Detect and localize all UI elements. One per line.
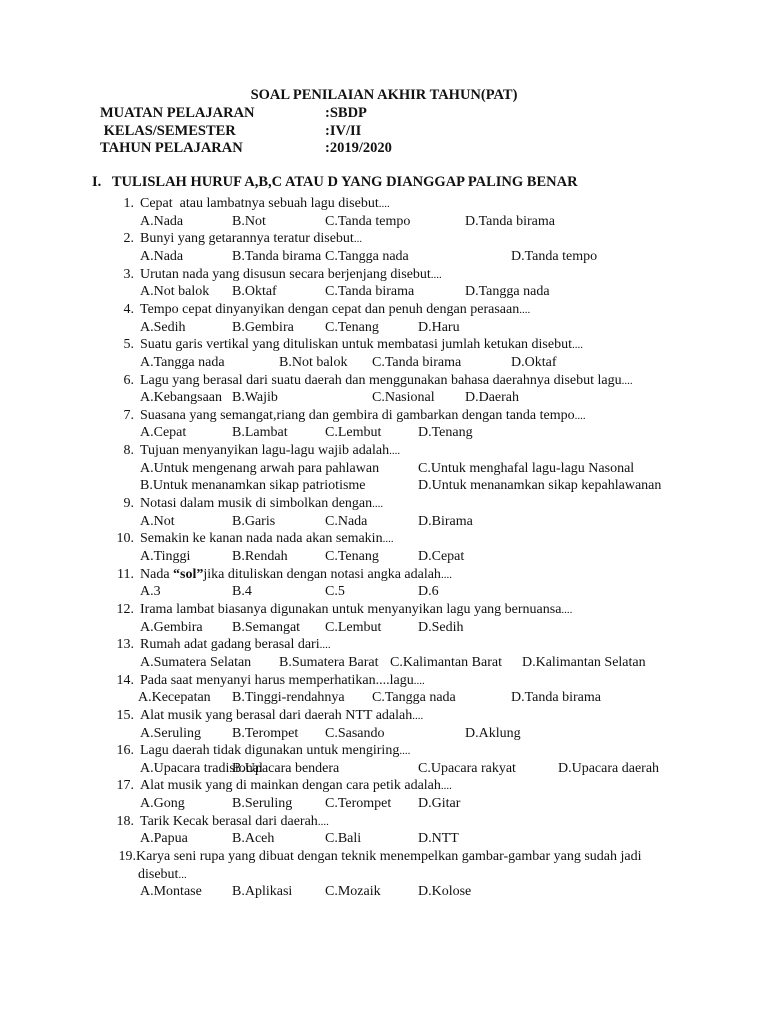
answer-option: B.Not bbox=[232, 213, 266, 229]
answer-option: D.6 bbox=[418, 584, 439, 600]
answer-option: B.Terompet bbox=[232, 725, 299, 741]
question-number: 14. bbox=[116, 672, 134, 688]
answer-option: D.Cepat bbox=[418, 549, 465, 564]
answer-option: D.Daerah bbox=[465, 390, 520, 406]
answer-option: D.Untuk menanamkan sikap kepahlawanan bbox=[418, 478, 662, 494]
question-text bbox=[140, 407, 586, 425]
question-text bbox=[140, 442, 400, 460]
meta-value: :SBDP bbox=[325, 105, 367, 121]
answer-option: D.Tenang bbox=[418, 425, 473, 441]
question-dots: .... bbox=[413, 674, 425, 687]
meta-value: :IV/II bbox=[325, 123, 362, 139]
answer-option: B.Garis bbox=[232, 513, 276, 529]
question-number: 6. bbox=[123, 372, 134, 388]
answer-option: C.Tanda tempo bbox=[325, 213, 411, 229]
question-text-main: Tujuan menyanyikan lagu-lagu wajib adalah bbox=[140, 443, 390, 459]
question-text bbox=[140, 672, 425, 690]
question-text bbox=[140, 777, 452, 795]
question-dots: .... bbox=[399, 745, 411, 758]
answer-option: D.Tanda birama bbox=[465, 213, 555, 229]
question-number: 12. bbox=[116, 601, 134, 617]
meta-row-class bbox=[100, 123, 600, 141]
page-title: SOAL PENILAIAN AKHIR TAHUN(PAT) bbox=[250, 87, 518, 103]
question-number: 5. bbox=[123, 337, 134, 353]
question-dots: .... bbox=[412, 709, 424, 722]
answer-option: D.Tangga nada bbox=[465, 284, 550, 300]
question-dots: .... bbox=[372, 498, 384, 511]
answer-option: C.Bali bbox=[325, 831, 362, 847]
question-dots: .... bbox=[319, 639, 331, 652]
question-text bbox=[140, 230, 362, 248]
answer-option: B.Rendah bbox=[232, 549, 288, 564]
meta-key: KELAS/SEMESTER bbox=[100, 123, 236, 139]
question-dots: .... bbox=[317, 815, 329, 828]
answer-option: A.Sumatera Selatan bbox=[140, 654, 252, 670]
meta-row-subject bbox=[100, 105, 600, 123]
question-number: 13. bbox=[116, 637, 134, 653]
answer-option: B.4 bbox=[232, 584, 252, 600]
meta-key: MUATAN PELAJARAN bbox=[100, 105, 255, 121]
answer-option: D.Upacara daerah bbox=[558, 760, 660, 776]
answer-option: C.Tenang bbox=[325, 549, 379, 564]
question-text bbox=[140, 195, 390, 213]
question-number: 10. bbox=[116, 531, 134, 547]
answer-option: A.Not bbox=[140, 513, 175, 529]
answer-option: C.Upacara rakyat bbox=[418, 760, 516, 776]
answer-option: D.Gitar bbox=[418, 796, 461, 812]
answer-option: A.Gong bbox=[140, 796, 185, 812]
answer-option: A.Montase bbox=[140, 884, 202, 900]
question-number: 4. bbox=[123, 301, 134, 317]
answer-option: B.Semangat bbox=[232, 619, 301, 635]
answer-option: B.Oktaf bbox=[232, 284, 277, 300]
answer-option: C.Nasional bbox=[372, 390, 435, 406]
answer-option: B.Lambat bbox=[232, 425, 288, 441]
answer-option: D.Haru bbox=[418, 319, 460, 335]
answer-option: A.Upacara tradisional bbox=[140, 760, 263, 776]
question-dots: .... bbox=[430, 268, 442, 281]
question-text bbox=[140, 336, 583, 354]
question-dots: .... bbox=[440, 780, 452, 793]
answer-option: B.Upacara bendera bbox=[232, 760, 340, 776]
question-text bbox=[140, 636, 331, 654]
answer-option: C.Lembut bbox=[325, 425, 382, 441]
meta-row-year bbox=[100, 140, 600, 158]
answer-option: C.Kalimantan Barat bbox=[390, 654, 502, 670]
answer-option: A.Untuk mengenang arwah para pahlawan bbox=[140, 460, 380, 476]
question-number: 3. bbox=[123, 266, 134, 282]
question-text bbox=[140, 742, 410, 760]
question-number: 11. bbox=[117, 566, 134, 582]
question-dots: ... bbox=[353, 233, 363, 246]
question-text bbox=[140, 566, 452, 584]
answer-option: A.Sedih bbox=[140, 319, 186, 335]
question-text-main: Karya seni rupa yang dibuat dengan teknik menempelkan gambar-gambar yang sudah jadi bbox=[136, 849, 642, 865]
answer-option: B.Gembira bbox=[232, 319, 294, 335]
question-dots: .... bbox=[519, 303, 531, 316]
question-text-main: Irama lambat biasanya digunakan untuk menyanyikan lagu yang bernuansa bbox=[140, 601, 562, 617]
question-dots: .... bbox=[571, 339, 583, 352]
answer-option: D.Kalimantan Selatan bbox=[522, 654, 646, 670]
question-text-main: jika dituliskan dengan notasi angka adalah bbox=[203, 566, 441, 582]
answer-option: B.Sumatera Barat bbox=[279, 654, 379, 670]
answer-option: C.Tanda birama bbox=[372, 354, 462, 370]
question-text-main: Semakin ke kanan nada nada akan semakin bbox=[140, 531, 383, 547]
question-text bbox=[140, 495, 383, 513]
question-number: 9. bbox=[123, 496, 134, 512]
question-text bbox=[140, 707, 423, 725]
answer-option: C.5 bbox=[325, 584, 345, 600]
answer-option: A.Kebangsaan bbox=[140, 390, 223, 406]
question-text bbox=[140, 266, 442, 284]
question-text-main: Lagu daerah tidak digunakan untuk mengiring bbox=[140, 743, 400, 759]
answer-option: B.Tanda birama bbox=[232, 248, 322, 264]
question-text-main: Pada saat menyanyi harus memperhatikan....lagu bbox=[140, 672, 414, 688]
question-number: 1. bbox=[123, 196, 134, 211]
section-heading: I. TULISLAH HURUF A,B,C ATAU D YANG DIANGGAP PALING BENAR bbox=[92, 174, 578, 190]
question-dots: .... bbox=[561, 603, 573, 616]
answer-option: A.3 bbox=[140, 584, 161, 600]
question-text-main: Suatu garis vertikal yang dituliskan untuk membatasi jumlah ketukan disebut bbox=[140, 337, 572, 353]
answer-option: B.Not balok bbox=[279, 354, 348, 370]
answer-option: A.Tangga nada bbox=[140, 354, 225, 370]
answer-option: C.Tenang bbox=[325, 319, 379, 335]
answer-option: C.Mozaik bbox=[325, 884, 381, 900]
answer-option: C.Untuk menghafal lagu-lagu Nasonal bbox=[418, 460, 635, 476]
answer-option: A.Tinggi bbox=[140, 549, 191, 564]
question-text-main: Tarik Kecak berasal dari daerah bbox=[140, 813, 318, 829]
answer-option: C.Terompet bbox=[325, 796, 392, 812]
question-text-main: Notasi dalam musik di simbolkan dengan bbox=[140, 496, 373, 512]
question-text-prefix: Nada bbox=[140, 566, 174, 582]
question-number: 16. bbox=[116, 743, 134, 759]
question-text-main: Lagu yang berasal dari suatu daerah dan menggunakan bahasa daerahnya disebut lagu bbox=[140, 372, 622, 388]
answer-option: A.Papua bbox=[140, 831, 188, 847]
question-text bbox=[140, 530, 394, 548]
question-text bbox=[140, 301, 530, 319]
question-number: 17. bbox=[116, 778, 134, 794]
question-number: 15. bbox=[116, 707, 134, 723]
answer-option: A.Not balok bbox=[140, 284, 210, 300]
question-text-line2: disebut bbox=[138, 866, 179, 882]
question-text-main: Bunyi yang getarannya teratur disebut bbox=[140, 231, 354, 247]
answer-option: D.Kolose bbox=[418, 884, 472, 900]
question-dots: .... bbox=[621, 374, 633, 387]
answer-option: A.Nada bbox=[140, 213, 184, 229]
answer-option: D.Tanda birama bbox=[511, 690, 601, 706]
answer-option: D.Sedih bbox=[418, 619, 464, 635]
answer-option: C.Nada bbox=[325, 513, 368, 529]
question-dots: .... bbox=[378, 198, 390, 210]
question-dots: .... bbox=[382, 533, 394, 546]
answer-option: D.Birama bbox=[418, 513, 473, 529]
question-text bbox=[140, 372, 633, 390]
answer-option: A.Gembira bbox=[140, 619, 203, 635]
question-text-main: Alat musik yang di mainkan dengan cara petik adalah bbox=[140, 778, 441, 794]
answer-option: A.Nada bbox=[140, 248, 184, 264]
answer-option: D.Oktaf bbox=[511, 354, 557, 370]
question-number: 2. bbox=[123, 231, 134, 247]
answer-option: B.Untuk menanamkan sikap patriotisme bbox=[140, 478, 366, 494]
question-text-main: Suasana yang semangat,riang dan gembira di gambarkan dengan tanda tempo bbox=[140, 407, 575, 423]
answer-option: C.Tangga nada bbox=[325, 248, 409, 264]
answer-option: C.Sasando bbox=[325, 725, 385, 741]
meta-key: TAHUN PELAJARAN bbox=[100, 140, 243, 156]
question-text-main: Rumah adat gadang berasal dari bbox=[140, 637, 320, 653]
question-number: 7. bbox=[123, 407, 134, 423]
question-dots: .... bbox=[574, 409, 586, 422]
question-number: 19. bbox=[118, 849, 136, 865]
answer-option: B.Wajib bbox=[232, 390, 278, 406]
answer-option: D.Tanda tempo bbox=[511, 248, 598, 264]
question-text bbox=[136, 848, 642, 865]
answer-option: B.Aplikasi bbox=[232, 884, 293, 900]
question-dots: ... bbox=[178, 868, 187, 881]
answer-option: A.Cepat bbox=[140, 425, 187, 441]
answer-option: D.Aklung bbox=[465, 725, 521, 741]
answer-option: C.Tanda birama bbox=[325, 284, 415, 300]
question-number: 18. bbox=[116, 813, 134, 829]
question-number: 8. bbox=[123, 443, 134, 459]
question-dots: .... bbox=[389, 445, 401, 458]
question-text-main: Cepat atau lambatnya sebuah lagu disebut bbox=[140, 196, 379, 211]
meta-value: :2019/2020 bbox=[325, 140, 392, 156]
answer-option: B.Seruling bbox=[232, 796, 293, 812]
answer-option: A.Kecepatan bbox=[138, 690, 211, 706]
question-text-main: Alat musik yang berasal dari daerah NTT adalah bbox=[140, 707, 413, 723]
question-dots: .... bbox=[440, 568, 452, 581]
answer-option: D.NTT bbox=[418, 831, 459, 847]
answer-option: B.Tinggi-rendahnya bbox=[232, 690, 345, 706]
answer-option: C.Lembut bbox=[325, 619, 382, 635]
question-text-bold: “sol” bbox=[173, 566, 204, 582]
question-text-continued bbox=[138, 866, 187, 884]
question-text-main: Tempo cepat dinyanyikan dengan cepat dan penuh dengan perasaan bbox=[140, 301, 520, 317]
answer-option: B.Aceh bbox=[232, 831, 275, 847]
question-text bbox=[140, 601, 572, 619]
question-text-main: Urutan nada yang disusun secara berjenjang disebut bbox=[140, 266, 431, 282]
question-text bbox=[140, 813, 329, 831]
answer-option: A.Seruling bbox=[140, 725, 202, 741]
answer-option: C.Tangga nada bbox=[372, 690, 456, 706]
